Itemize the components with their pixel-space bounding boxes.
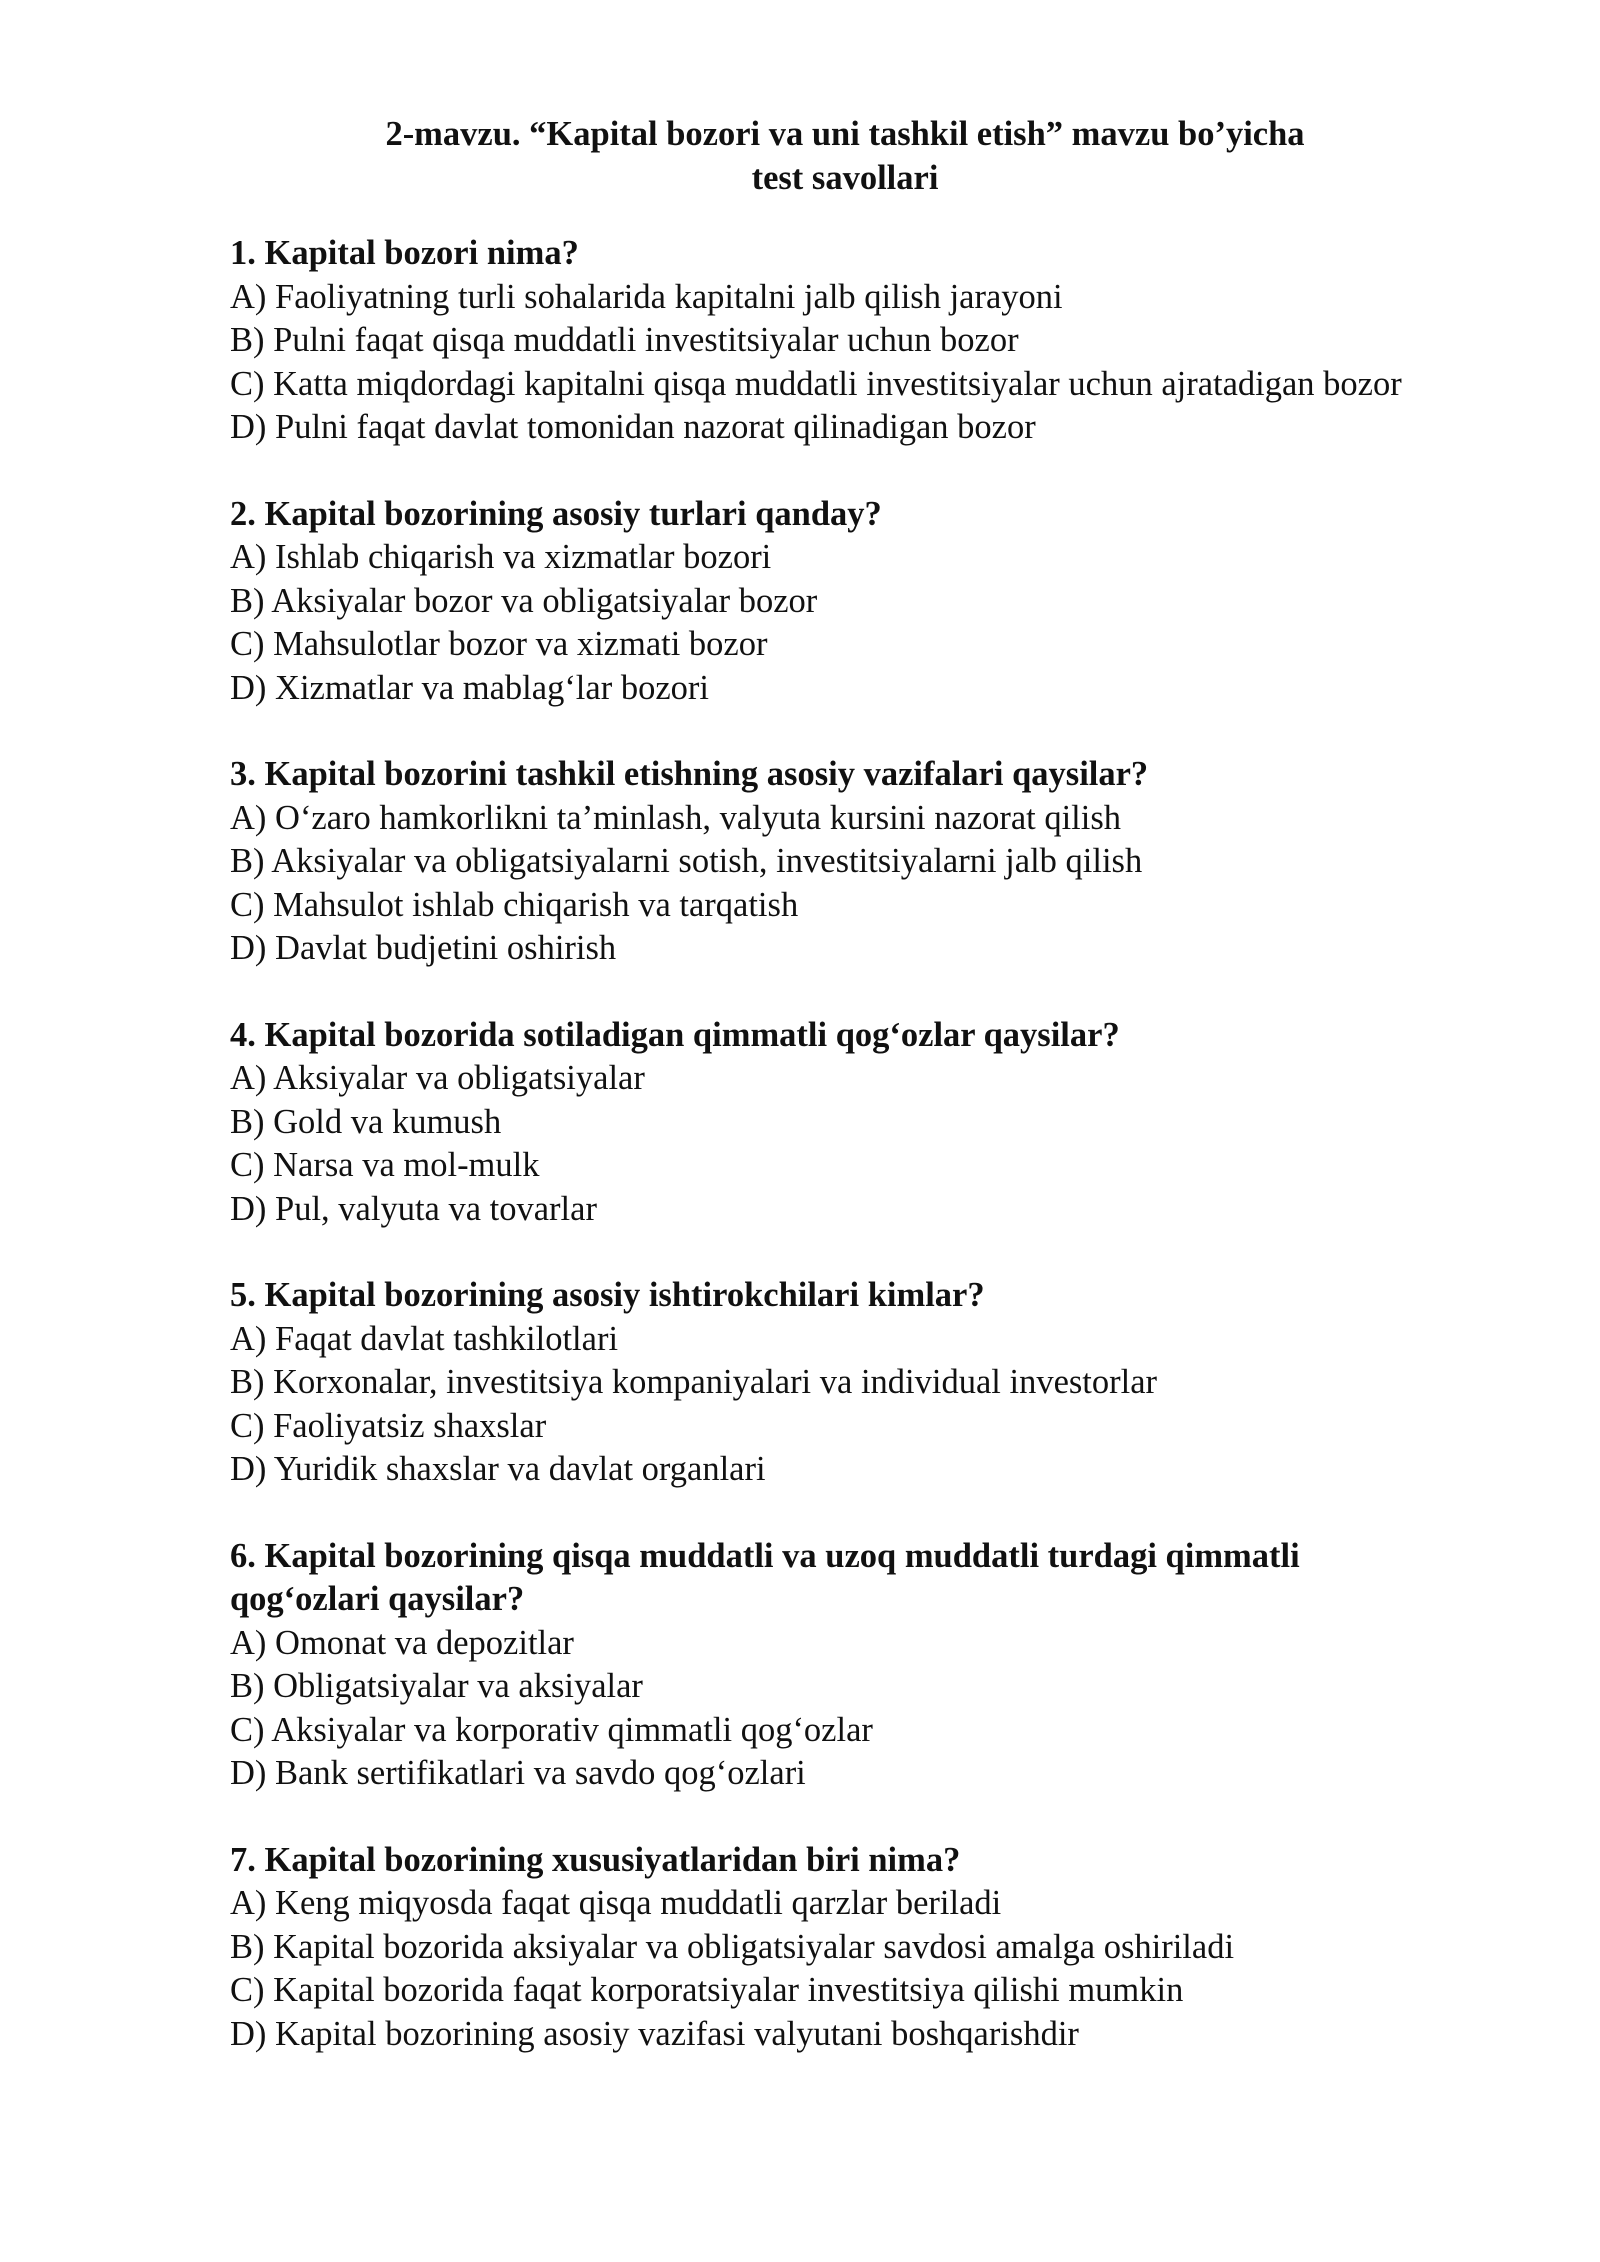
answer-option-d: D) Kapital bozorining asosiy vazifasi valyutani boshqarishdir	[230, 2014, 1079, 2053]
answer-option-d: D) Xizmatlar va mablag‘lar bozori	[230, 668, 709, 707]
question-text: 2. Kapital bozorining asosiy turlari qanday?	[230, 494, 882, 533]
document-page	[230, 112, 1440, 2099]
answer-option-c: C) Katta miqdordagi kapitalni qisqa muddatli investitsiyalar uchun ajratadigan bozor	[230, 364, 1402, 403]
answer-option-b: B) Pulni faqat qisqa muddatli investitsiyalar uchun bozor	[230, 321, 1019, 359]
document-title-line-2: test savollari	[751, 159, 939, 197]
answer-option-a: A) Omonat va depozitlar	[230, 1623, 574, 1662]
answer-option-c: C) Mahsulotlar bozor va xizmati bozor	[230, 625, 768, 663]
answer-option-a: A) O‘zaro hamkorlikni ta’minlash, valyuta kursini nazorat qilish	[230, 798, 1122, 837]
answer-option-a: A) Faoliyatning turli sohalarida kapitalni jalb qilish jarayoni	[230, 277, 1063, 316]
question-text: 5. Kapital bozorining asosiy ishtirokchilari kimlar?	[230, 1276, 985, 1314]
question-text: 6. Kapital bozorining qisqa muddatli va uzoq muddatli turdagi qimmatli qog‘ozlari qaysilar?	[230, 1536, 1300, 1618]
answer-options	[230, 1882, 1440, 2056]
question-1	[230, 232, 1440, 450]
question-text: 1. Kapital bozori nima?	[230, 234, 579, 272]
question-text: 4. Kapital bozorida sotiladigan qimmatli qog‘ozlar qaysilar?	[230, 1015, 1120, 1054]
answer-options	[230, 1318, 1440, 1492]
document-title	[230, 112, 1440, 200]
answer-option-c: C) Narsa va mol-mulk	[230, 1146, 540, 1184]
answer-options	[230, 536, 1440, 710]
answer-option-c: C) Aksiyalar va korporativ qimmatli qog‘ozlar	[230, 1710, 873, 1749]
answer-option-a: A) Faqat davlat tashkilotlari	[230, 1319, 619, 1358]
answer-option-d: D) Pul, valyuta va tovarlar	[230, 1189, 597, 1228]
answer-options	[230, 797, 1440, 971]
answer-option-b: B) Aksiyalar bozor va obligatsiyalar bozor	[230, 581, 818, 620]
answer-option-a: A) Ishlab chiqarish va xizmatlar bozori	[230, 538, 772, 576]
answer-option-a: A) Aksiyalar va obligatsiyalar	[230, 1059, 645, 1097]
answer-option-c: C) Kapital bozorida faqat korporatsiyalar investitsiya qilishi mumkin	[230, 1971, 1184, 2009]
question-4	[230, 1014, 1440, 1232]
answer-option-c: C) Mahsulot ishlab chiqarish va tarqatish	[230, 885, 799, 924]
question-7	[230, 1839, 1440, 2057]
answer-option-c: C) Faoliyatsiz shaxslar	[230, 1406, 547, 1445]
document-title-line-1: 2-mavzu. “Kapital bozori va uni tashkil etish” mavzu bo’yicha	[385, 115, 1305, 153]
answer-option-d: D) Davlat budjetini oshirish	[230, 929, 617, 967]
answer-option-b: B) Obligatsiyalar va aksiyalar	[230, 1667, 643, 1705]
answer-options	[230, 1622, 1440, 1796]
question-text: 7. Kapital bozorining xususiyatlaridan biri nima?	[230, 1840, 961, 1879]
answer-option-d: D) Pulni faqat davlat tomonidan nazorat qilinadigan bozor	[230, 408, 1036, 446]
answer-option-d: D) Yuridik shaxslar va davlat organlari	[230, 1450, 766, 1488]
answer-option-b: B) Gold va kumush	[230, 1102, 502, 1141]
answer-option-b: B) Korxonalar, investitsiya kompaniyalari va individual investorlar	[230, 1363, 1158, 1401]
question-5	[230, 1274, 1440, 1492]
question-6	[230, 1535, 1440, 1796]
answer-options	[230, 276, 1440, 450]
question-2	[230, 493, 1440, 711]
answer-option-b: B) Aksiyalar va obligatsiyalarni sotish, investitsiyalarni jalb qilish	[230, 842, 1143, 880]
answer-options	[230, 1057, 1440, 1231]
answer-option-a: A) Keng miqyosda faqat qisqa muddatli qarzlar beriladi	[230, 1884, 1002, 1922]
answer-option-d: D) Bank sertifikatlari va savdo qog‘ozlari	[230, 1754, 806, 1792]
question-3	[230, 753, 1440, 971]
answer-option-b: B) Kapital bozorida aksiyalar va obligatsiyalar savdosi amalga oshiriladi	[230, 1927, 1235, 1966]
question-text: 3. Kapital bozorini tashkil etishning asosiy vazifalari qaysilar?	[230, 755, 1149, 793]
